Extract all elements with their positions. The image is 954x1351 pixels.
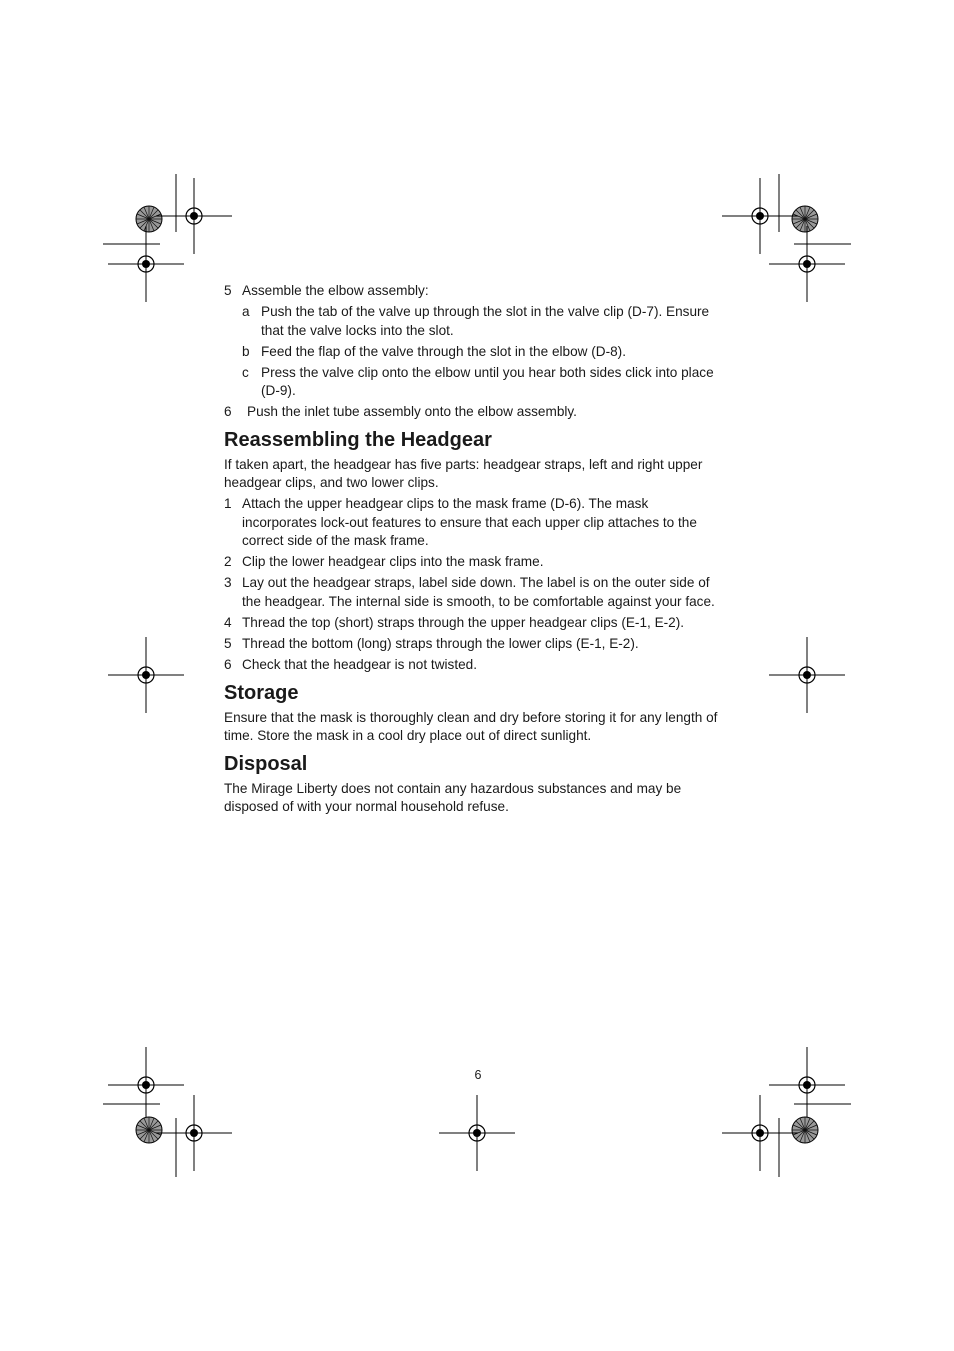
registration-mark-top-right-b — [769, 226, 845, 302]
headgear-intro: If taken apart, the headgear has five parts: headgear straps, left and right upper headgear clips, and two lower clips. — [224, 456, 703, 491]
headgear-step-5 — [224, 635, 720, 654]
page-number: 6 — [474, 1068, 482, 1082]
registration-mark-top-left-b — [108, 226, 184, 302]
registration-mark-top-right-a — [722, 178, 798, 254]
step-text: Push the inlet tube assembly onto the elbow assembly. — [247, 404, 577, 420]
registration-mark-bottom-left-b — [108, 1047, 184, 1123]
step-number: 1 — [224, 496, 232, 512]
storage-heading: Storage — [224, 681, 299, 704]
registration-mark-top-left-a — [156, 178, 232, 254]
page-content — [224, 282, 720, 819]
substep-letter: c — [242, 364, 249, 380]
step-number: 6 — [224, 657, 232, 672]
star-target-top-right — [792, 206, 818, 232]
step-text: Assemble the elbow assembly: — [242, 283, 429, 298]
disposal-heading: Disposal — [224, 752, 308, 775]
step-number: 2 — [224, 554, 232, 570]
step-text: Lay out the headgear straps, label side down. The label is on the outer side of the headgear. The internal side is smooth, to be comfortable against your face. — [242, 575, 715, 610]
registration-mark-middle-right — [769, 637, 845, 713]
step-text: Check that the headgear is not twisted. — [242, 657, 478, 672]
substep-letter: b — [242, 343, 250, 359]
step-number: 5 — [224, 636, 232, 652]
assembly-step-6 — [224, 403, 720, 422]
assembly-substep-a — [224, 303, 720, 340]
assembly-step-5 — [224, 282, 720, 301]
step-number: 4 — [224, 615, 232, 631]
star-target-bottom-right — [792, 1117, 818, 1143]
substep-text: Feed the flap of the valve through the slot in the elbow (D-8). — [261, 343, 626, 359]
substep-text: Press the valve clip onto the elbow until you hear both sides click into place (D-9). — [261, 364, 714, 399]
headgear-heading: Reassembling the Headgear — [224, 428, 492, 451]
headgear-step-6 — [224, 656, 720, 675]
registration-mark-middle-left — [108, 637, 184, 713]
step-text: Clip the lower headgear clips into the mask frame. — [242, 554, 544, 570]
storage-text: Ensure that the mask is thoroughly clean and dry before storing it for any length of time. Store the mask in a cool dry place out of direct sunlight. — [224, 709, 718, 744]
disposal-text: The Mirage Liberty does not contain any hazardous substances and may be disposed of with your normal household refuse. — [224, 780, 682, 815]
step-text: Thread the top (short) straps through the upper headgear clips (E-1, E-2). — [242, 615, 685, 631]
substep-letter: a — [242, 303, 250, 319]
star-target-top-left — [136, 206, 162, 232]
registration-mark-bottom-right-b — [769, 1047, 845, 1123]
assembly-substep-c — [224, 364, 720, 401]
headgear-step-1 — [224, 495, 720, 551]
step-text: Attach the upper headgear clips to the mask frame (D-6). The mask incorporates lock-out features to ensure that each upper clip attaches to the correct side of the mask frame. — [242, 496, 697, 549]
headgear-step-4 — [224, 614, 720, 633]
step-number: 5 — [224, 283, 232, 298]
registration-mark-bottom-left-a — [156, 1095, 232, 1171]
step-text: Thread the bottom (long) straps through the lower clips (E-1, E-2). — [242, 636, 639, 652]
registration-mark-bottom-right-a — [722, 1095, 798, 1171]
substep-text: Push the tab of the valve up through the slot in the valve clip (D-7). Ensure that the valve locks into the slot. — [261, 303, 710, 338]
star-target-bottom-left — [136, 1117, 162, 1143]
registration-mark-bottom-center — [439, 1095, 515, 1171]
assembly-substep-b — [224, 343, 720, 362]
step-number: 6 — [224, 404, 232, 420]
step-number: 3 — [224, 575, 232, 591]
headgear-step-2 — [224, 553, 720, 572]
headgear-step-3 — [224, 574, 720, 611]
